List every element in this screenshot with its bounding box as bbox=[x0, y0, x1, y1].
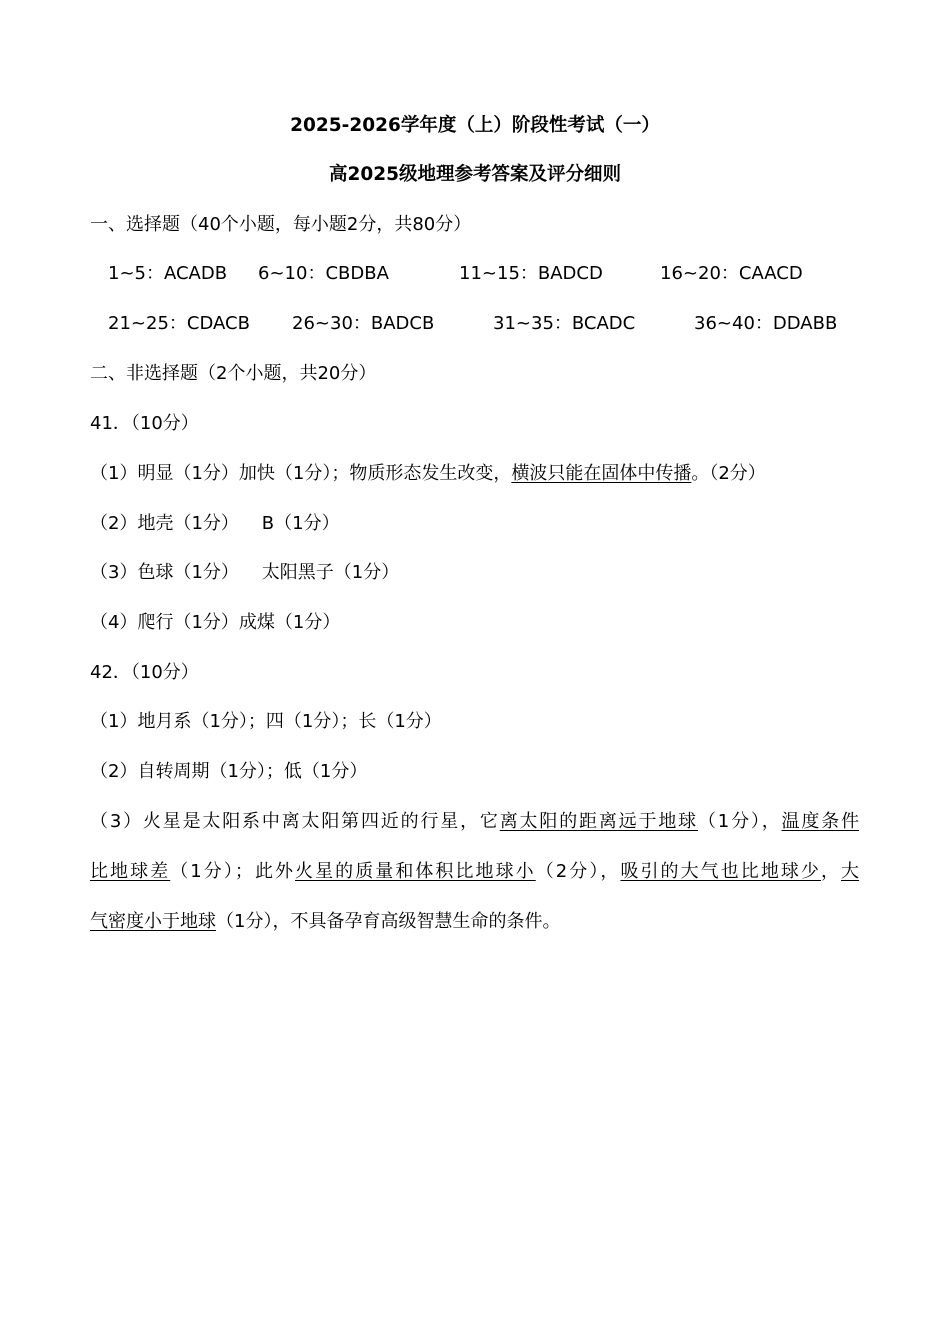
q41-part1-score: 。（2分） bbox=[691, 463, 766, 484]
q42-part3-text: （3）火星是太阳系中离太阳第四近的行星，它 bbox=[90, 811, 500, 832]
answer-36-40: 36~40：DDABB bbox=[694, 313, 838, 334]
q42-label: 42．（10分） bbox=[90, 662, 199, 683]
q41-part1 bbox=[90, 462, 766, 486]
q41-part1-underlined: 横波只能在固体中传播 bbox=[511, 463, 692, 484]
answer-26-30: 26~30：BADCB bbox=[292, 313, 435, 334]
q42-part3-underline-atmos: 吸引的大气也比地球少 bbox=[620, 861, 821, 882]
section2-heading: 二、非选择题（2个小题，共20分） bbox=[90, 363, 377, 384]
page-subtitle: 高2025级地理参考答案及评分细则 bbox=[329, 164, 621, 185]
answer-6-10: 6~10：CBDBA bbox=[258, 263, 389, 284]
answer-21-25: 21~25：CDACB bbox=[108, 313, 250, 334]
section1-heading: 一、选择题（40个小题，每小题2分，共80分） bbox=[90, 214, 472, 235]
q41-label: 41．（10分） bbox=[90, 413, 199, 434]
q42-part3-underline-temp: 温度条件 bbox=[781, 811, 860, 832]
q41-part4: （4）爬行（1分）成煤（1分） bbox=[90, 612, 341, 633]
q42-part3-line2 bbox=[90, 860, 859, 884]
q42-part3-line1 bbox=[90, 810, 859, 834]
q42-part3-score1: （1分）， bbox=[697, 811, 782, 832]
q42-part3-underline-temp-cont: 比地球差 bbox=[90, 861, 171, 882]
q42-part3-line3 bbox=[90, 910, 560, 934]
q42-part3-underline-density: 大 bbox=[841, 861, 860, 882]
q42-part3-underline-mass: 火星的质量和体积比地球小 bbox=[295, 861, 536, 882]
q42-part3-score3: （2分）， bbox=[535, 861, 621, 882]
page-title: 2025-2026学年度（上）阶段性考试（一） bbox=[290, 115, 660, 136]
answer-31-35: 31~35：BCADC bbox=[493, 313, 636, 334]
q42-part3-underline-distance: 离太阳的距离远于地球 bbox=[499, 811, 698, 832]
q42-part1: （1）地月系（1分）；四（1分）；长（1分） bbox=[90, 711, 442, 732]
q42-part2: （2）自转周期（1分）；低（1分） bbox=[90, 761, 368, 782]
q41-part1-text: （1）明显（1分）加快（1分）；物质形态发生改变， bbox=[90, 463, 512, 484]
q42-part3-underline-density-cont: 气密度小于地球 bbox=[90, 911, 216, 932]
q42-part3-conclusion: （1分），不具备孕育高级智慧生命的条件。 bbox=[216, 911, 561, 932]
q41-part3: （3）色球（1分） 太阳黑子（1分） bbox=[90, 562, 400, 583]
answer-11-15: 11~15：BADCD bbox=[459, 263, 603, 284]
q41-part2: （2）地壳（1分） B（1分） bbox=[90, 513, 340, 534]
answer-16-20: 16~20：CAACD bbox=[660, 263, 803, 284]
answer-1-5: 1~5：ACADB bbox=[108, 263, 228, 284]
q42-part3-comma: ， bbox=[820, 861, 842, 882]
q42-part3-score2: （1分）；此外 bbox=[170, 861, 296, 882]
